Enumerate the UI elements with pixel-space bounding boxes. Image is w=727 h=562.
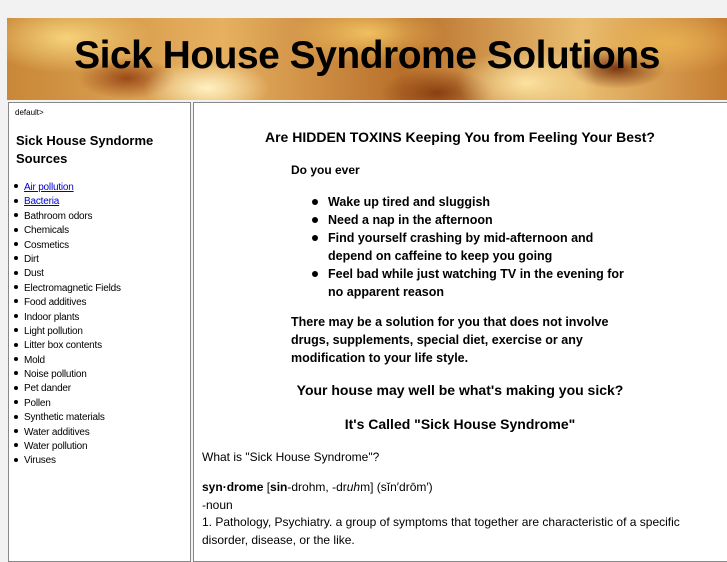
bullet-icon [14, 285, 18, 289]
bullet-icon [14, 415, 18, 419]
what-is-question: What is "Sick House Syndrome"? [202, 450, 380, 464]
sidebar-item-label: Mold [24, 354, 45, 366]
sidebar-item-label: Food additives [24, 297, 87, 309]
bullet-icon [14, 299, 18, 303]
sidebar-item [14, 210, 121, 224]
bullet-icon [14, 271, 18, 275]
definition-block [202, 479, 722, 549]
sidebar-link[interactable]: Bacteria [24, 196, 60, 208]
bullet-icon [14, 386, 18, 390]
symptom-item: Feel bad while just watching TV in the evening for no apparent reason [308, 265, 628, 301]
bullet-icon [14, 256, 18, 260]
bullet-icon [14, 357, 18, 361]
symptom-item: Need a nap in the afternoon [308, 211, 628, 229]
bullet-icon [14, 328, 18, 332]
sidebar-item [14, 282, 121, 296]
sidebar [8, 102, 191, 562]
sidebar-item [14, 239, 121, 253]
sidebar-item-label: Water additives [24, 426, 90, 438]
bullet-icon [14, 429, 18, 433]
sidebar-item [14, 224, 121, 238]
secondary-heading: Your house may well be what's making you sick? [296, 382, 624, 398]
bullet-icon [14, 314, 18, 318]
main-content [193, 102, 727, 562]
sidebar-item-label: Bathroom odors [24, 210, 93, 222]
symptom-item: Find yourself crashing by mid-afternoon and depend on caffeine to keep you going [308, 229, 628, 265]
symptom-list [308, 193, 628, 301]
sidebar-item-label: Cosmetics [24, 239, 69, 251]
sidebar-item [14, 339, 121, 353]
bullet-icon [14, 371, 18, 375]
sidebar-item-label: Litter box contents [24, 340, 102, 352]
sidebar-item[interactable] [14, 181, 121, 195]
pron-m: m] [360, 480, 374, 494]
symptom-item: Wake up tired and sluggish [308, 193, 628, 211]
sidebar-item-label: Pet dander [24, 383, 71, 395]
sidebar-item-label: Chemicals [24, 225, 69, 237]
main-heading: Are HIDDEN TOXINS Keeping You from Feeling Your Best? [265, 129, 655, 145]
sidebar-item[interactable] [14, 195, 121, 209]
definition-sense: 1. Pathology, Psychiatry. a group of symptoms that together are characteristic of a specific disorder, disease, or the like. [202, 515, 680, 547]
sidebar-item [14, 397, 121, 411]
sidebar-item [14, 382, 121, 396]
sidebar-item-label: Electromagnetic Fields [24, 282, 121, 294]
bullet-icon [14, 343, 18, 347]
bullet-icon [14, 184, 18, 188]
part-of-speech: -noun [202, 497, 233, 512]
definition-word-sep: · [222, 480, 227, 494]
solution-text: There may be a solution for you that does not involve drugs, supplements, special diet, exercise or any modification to your life style. [291, 315, 609, 365]
definition-word-a: syn [202, 480, 223, 494]
sidebar-item-label: Water pollution [24, 441, 88, 453]
site-title: Sick House Syndrome Solutions [74, 34, 660, 77]
sidebar-item-label: Viruses [24, 455, 56, 467]
bullet-icon [14, 228, 18, 232]
sidebar-item-label: Dirt [24, 253, 39, 265]
pron-uh: uh [346, 480, 361, 494]
sidebar-item [14, 253, 121, 267]
pron-open: [ [263, 480, 271, 494]
sources-list [14, 181, 121, 469]
sidebar-item [14, 296, 121, 310]
header-banner [7, 18, 727, 100]
sidebar-item [14, 426, 121, 440]
sidebar-item [14, 411, 121, 425]
syndrome-heading: It's Called "Sick House Syndrome" [344, 416, 576, 432]
sidebar-item [14, 440, 121, 454]
sidebar-item-label: Synthetic materials [24, 412, 105, 424]
sidebar-item [14, 368, 121, 382]
sidebar-item [14, 311, 121, 325]
sidebar-item [14, 454, 121, 468]
definition-word-b: drome [226, 480, 264, 494]
sidebar-item-label: Light pollution [24, 325, 83, 337]
bullet-icon [14, 458, 18, 462]
bullet-icon [14, 443, 18, 447]
bullet-icon [14, 242, 18, 246]
sidebar-title: Sick House Syndorme Sources [16, 133, 154, 166]
pron-alt: (sĭn′drōm′) [373, 480, 433, 494]
bullet-icon [14, 400, 18, 404]
sidebar-item-label: Indoor plants [24, 311, 80, 323]
sidebar-item-label: Pollen [24, 397, 51, 409]
sidebar-item [14, 354, 121, 368]
pron-sin: sin [270, 480, 288, 494]
breadcrumb[interactable]: default> [15, 108, 44, 117]
sidebar-link[interactable]: Air pollution [24, 182, 74, 193]
sidebar-item-label: Dust [24, 268, 44, 280]
bullet-icon [14, 199, 18, 203]
pron-rest: -drohm, -dr [287, 480, 347, 494]
do-you-ever-text: Do you ever [291, 163, 360, 177]
sidebar-item [14, 325, 121, 339]
sidebar-item-label: Noise pollution [24, 369, 87, 381]
bullet-icon [14, 213, 18, 217]
sidebar-item [14, 267, 121, 281]
